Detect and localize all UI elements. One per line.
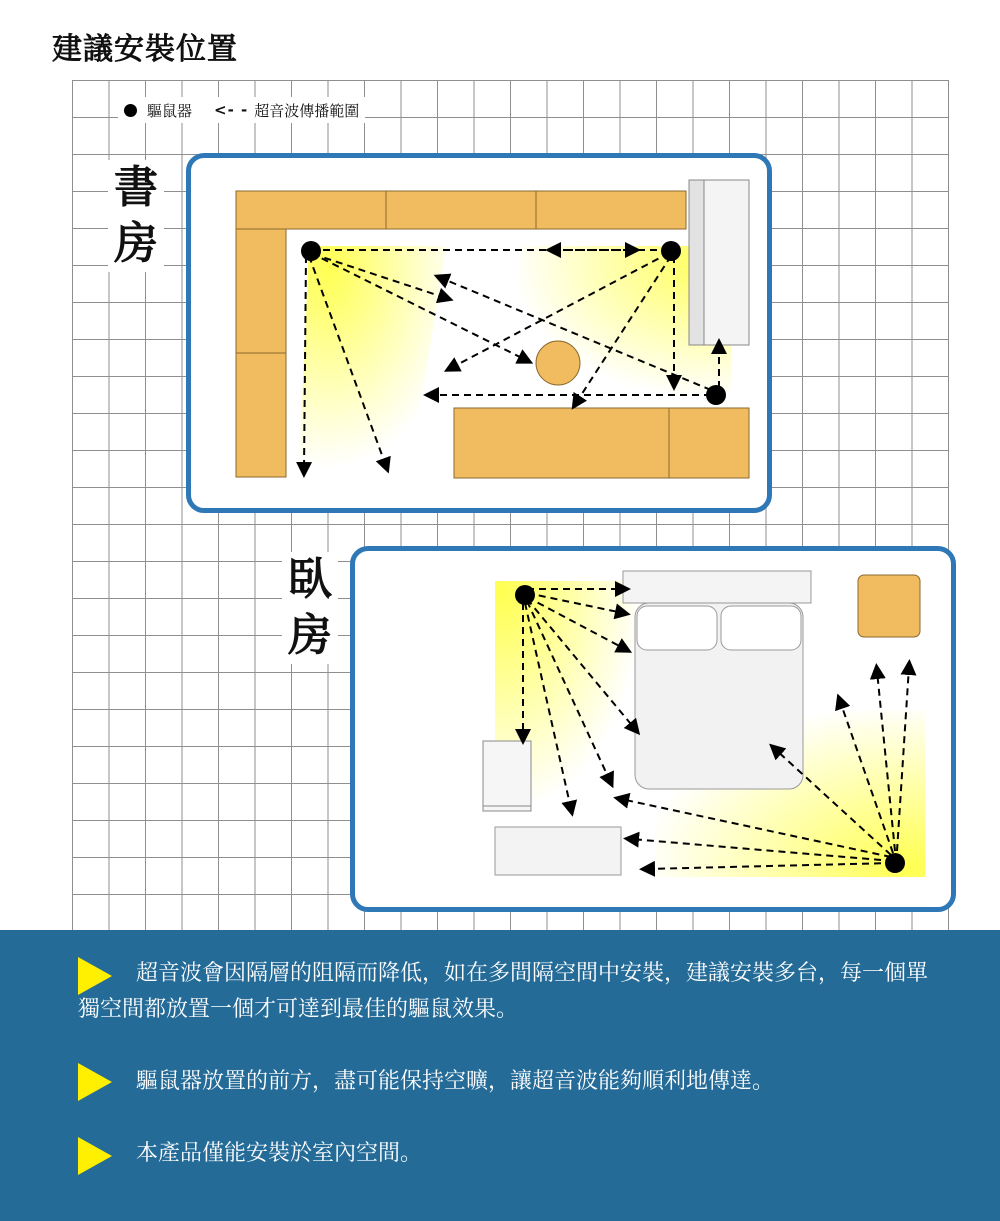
- note-1-text: 超音波會因隔層的阻隔而降低，如在多間隔空間中安裝，建議安裝多台，每一個單獨空間都放置一個才可達到最佳的驅鼠效果。: [78, 961, 929, 1022]
- study-table: [454, 408, 749, 478]
- study-room-diagram: [186, 153, 772, 513]
- study-label-char-2: 房: [114, 218, 158, 269]
- study-label-char-1: 書: [114, 162, 158, 213]
- legend-device-label: 驅鼠器: [147, 101, 193, 120]
- note-3: [78, 1136, 938, 1172]
- legend: [118, 97, 365, 123]
- bedroom-nightstand: [858, 575, 920, 637]
- notes-panel: [0, 930, 1000, 1221]
- study-room-label: [108, 160, 164, 272]
- bedroom-diagram: [350, 546, 956, 912]
- study-stool: [536, 341, 580, 385]
- note-2: [78, 1064, 938, 1100]
- bed: [635, 603, 803, 789]
- note-2-text: 驅鼠器放置的前方，盡可能保持空曠，讓超音波能夠順利地傳達。: [136, 1069, 775, 1094]
- page-title: 建議安裝位置: [52, 32, 238, 67]
- bedroom-drawing: [355, 551, 951, 907]
- bedroom-label: [282, 552, 338, 664]
- study-room-drawing: [191, 158, 767, 508]
- dashed-arrow-icon: <- -: [214, 101, 249, 119]
- bedroom-low-cabinet: [495, 827, 621, 875]
- study-cabinet: [689, 180, 749, 345]
- device-dot-icon: [124, 104, 137, 117]
- bedroom-label-char-2: 房: [288, 610, 332, 661]
- bedroom-label-char-1: 臥: [288, 554, 332, 605]
- note-3-text: 本產品僅能安裝於室內空間。: [136, 1141, 423, 1166]
- note-1: [78, 956, 938, 1028]
- legend-wave-label: 超音波傳播範圍: [254, 101, 360, 120]
- bedroom-cube-cabinet: [483, 741, 531, 811]
- bed-headboard: [623, 571, 811, 603]
